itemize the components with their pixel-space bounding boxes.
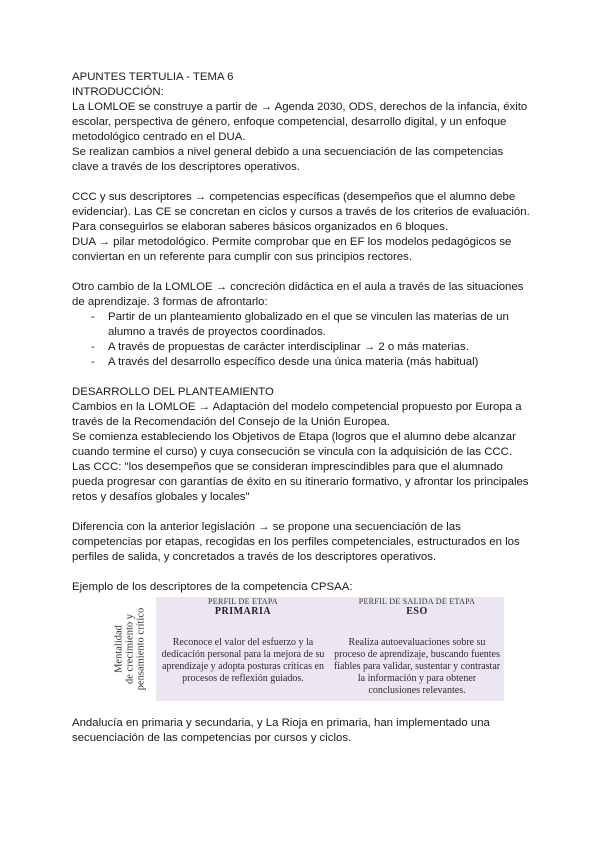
intro-heading: INTRODUCCIÓN: — [72, 86, 164, 98]
desarrollo-paragraph-1: Cambios en la LOMLOE → Adaptación del modelo competencial propuesto por Europa a través de la Recomendación del Consejo de la Unión Europea. — [72, 401, 522, 428]
figure-column-eso — [332, 597, 502, 697]
document-body — [72, 70, 532, 746]
cpsaa-descriptor-figure — [106, 597, 504, 701]
figure-column-primaria — [158, 597, 328, 685]
andalucia-paragraph: Andalucía en primaria y secundaria, y La Rioja en primaria, han implementado una secuenciación de las competencias por cursos y ciclos. — [72, 717, 490, 744]
desarrollo-paragraph-3: Las CCC: "los desempeños que se consideran imprescindibles para que el alumnado pueda progresar con garantías de éxito en su itinerario formativo, y afrontar los principales retos y desafíos globales y locales" — [72, 461, 529, 503]
intro-paragraph-2: Se realizan cambios a nivel general debido a una secuenciación de las competencias clave a través de los descriptores operativos. — [72, 146, 504, 173]
column-header: PERFIL DE SALIDA DE ETAPA — [358, 597, 476, 606]
column-subheader: ESO — [406, 606, 428, 617]
intro-paragraph-1: La LOMLOE se construye a partir de → Agenda 2030, ODS, derechos de la infancia, éxito escolar, perspectiva de género, enfoque competencial, desarrollo digital, y un enfoque metodológico centrado en el DUA. — [72, 101, 528, 143]
side-label-line-2: de crecimiento y — [124, 614, 136, 684]
otro-cambio-paragraph: Otro cambio de la LOMLOE → concreción didáctica en el aula a través de las situaciones de aprendizaje. 3 formas de afrontarlo: — [72, 281, 524, 308]
figure-table — [156, 597, 504, 701]
document-title: APUNTES TERTULIA - TEMA 6 — [72, 71, 234, 83]
figure-side-label — [106, 597, 154, 701]
ccc-paragraph-2: Para conseguirlos se elaboran saberes básicos organizados en 6 bloques. — [72, 221, 449, 233]
formas-list — [72, 310, 532, 370]
ccc-paragraph-3: DUA → pilar metodológico. Permite comprobar que en EF los modelos pedagógicos se conviertan en un referente para cumplir con sus principios rectores. — [72, 236, 512, 263]
list-item: - A través de propuestas de carácter interdisciplinar → 2 o más materias. — [108, 340, 532, 355]
list-item: - Partir de un planteamiento globalizado en el que se vinculen las materias de un alumno a través de proyectos coordinados. — [108, 310, 532, 340]
column-header: PERFIL DE ETAPA — [208, 597, 278, 606]
ejemplo-paragraph: Ejemplo de los descriptores de la competencia CPSAA: — [72, 581, 353, 593]
column-text: Realiza autoevaluaciones sobre su proceso de aprendizaje, buscando fuentes fiables para validar, sustentar y contrastar la información y para obtener conclusiones relevantes. — [333, 637, 501, 696]
diferencia-paragraph: Diferencia con la anterior legislación → se propone una secuenciación de las competencias por etapas, recogidas en los perfiles competenciales, estructurados en los perfiles de salida, y concretados a través de los descriptores operativos. — [72, 521, 520, 563]
list-item: - A través del desarrollo específico desde una única materia (más habitual) — [108, 355, 532, 370]
side-label-line-1: Mentalidad — [113, 625, 125, 673]
side-label-line-3: pensamiento crítico — [135, 607, 147, 691]
desarrollo-heading: DESARROLLO DEL PLANTEAMIENTO — [72, 386, 274, 398]
column-text: Reconoce el valor del esfuerzo y la dedicación personal para la mejora de su aprendizaje y adopta posturas críticas en procesos de reflexión guiados. — [161, 637, 325, 684]
column-subheader: PRIMARIA — [214, 606, 272, 617]
ccc-paragraph-1: CCC y sus descriptores → competencias específicas (desempeños que el alumno debe evidenciar). Las CE se concretan en ciclos y cursos a través de los criterios de evaluación. — [72, 191, 530, 218]
desarrollo-paragraph-2: Se comienza estableciendo los Objetivos de Etapa (logros que el alumno debe alcanzar cuando termine el curso) y cuya consecución se vincula con la adquisición de las CCC. — [72, 431, 516, 458]
